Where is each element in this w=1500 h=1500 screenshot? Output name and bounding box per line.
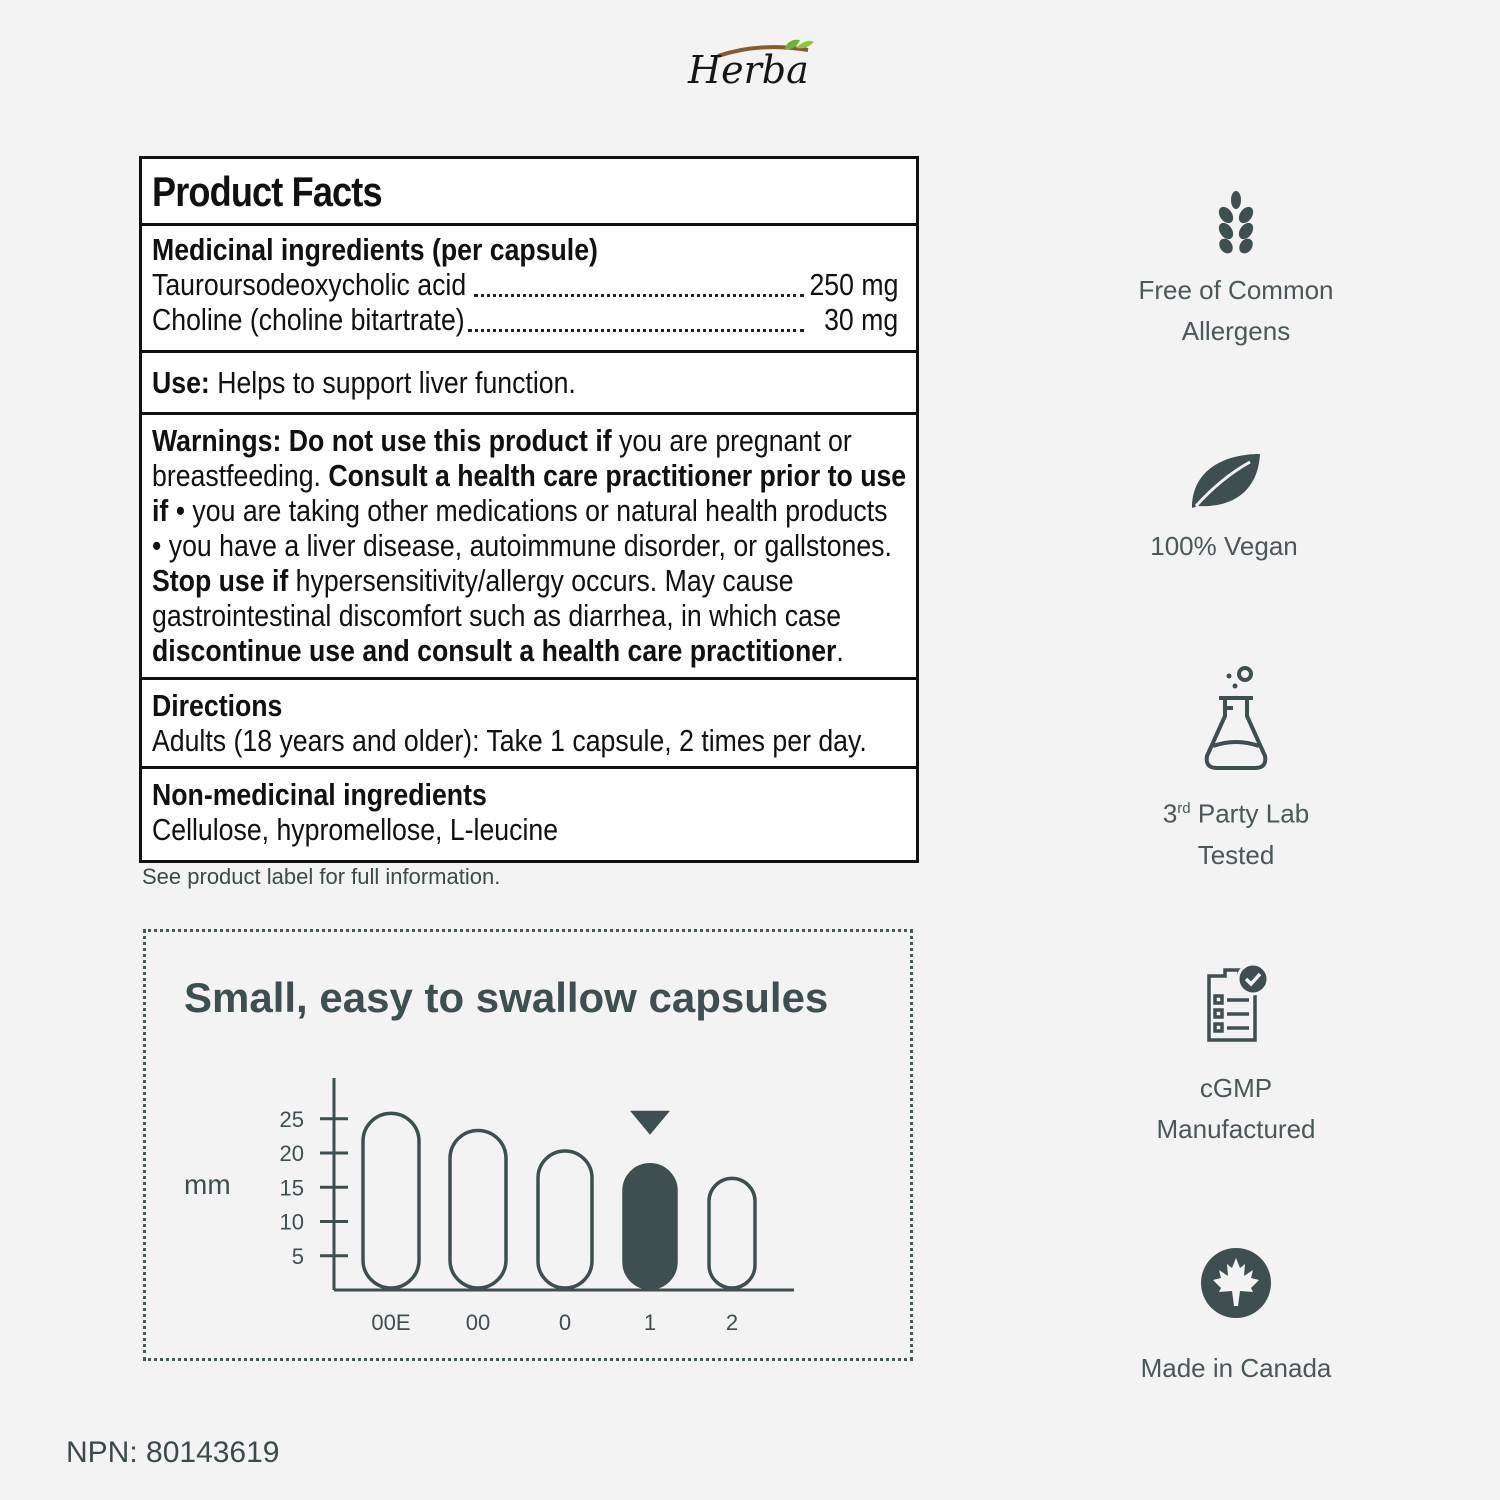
use-line	[152, 353, 800, 413]
feature-label: 3rd Party Lab	[1162, 798, 1310, 829]
feature-label: cGMP	[1199, 1073, 1273, 1103]
feature-cgmp	[1086, 962, 1386, 1150]
warnings-text: Warnings: Do not use this product if you are pregnant or breastfeeding. Consult a health care practitioner prior to use if • you are taking other medications or natural health products • you have a liver disease, autoimmune disorder, or gallstones. Stop use if hypersensitivity/allergy occurs. May cause gastrointestinal discomfort such as diarrhea, in which case discontinue use and consult a health care practitioner.	[152, 423, 907, 668]
label-note: See product label for full information.	[142, 864, 501, 889]
y-tick-label: 20	[279, 1141, 304, 1166]
directions-heading: Directions	[152, 688, 283, 723]
y-tick-label: 5	[291, 1243, 304, 1269]
directions-text: Adults (18 years and older): Take 1 capsule, 2 times per day.	[152, 723, 867, 758]
feature-label: Manufactured	[1156, 1114, 1316, 1144]
y-tick-label: 15	[279, 1175, 304, 1201]
capsule-title: Small, easy to swallow capsules	[184, 974, 829, 1021]
y-axis-label: mm	[184, 1169, 231, 1200]
feature-label: Made in Canada	[1140, 1353, 1332, 1383]
facts-title-section	[142, 159, 916, 226]
feature-made-in-canada	[1086, 1246, 1386, 1389]
product-facts-panel	[139, 156, 919, 863]
y-tick-label: 10	[279, 1209, 304, 1235]
checklist-icon	[1201, 962, 1271, 1046]
use-section	[142, 353, 916, 415]
warnings-section	[142, 415, 916, 680]
feature-label: Allergens	[1181, 316, 1291, 346]
brand-name: Herba	[688, 48, 809, 92]
x-tick-label: 0	[558, 1310, 572, 1335]
x-tick-label: 2	[725, 1310, 739, 1335]
leaf-icon	[1184, 450, 1264, 512]
capsule-bar	[363, 1113, 419, 1288]
facts-title: Product Facts	[152, 168, 382, 215]
brand-logo	[680, 36, 820, 96]
feature-allergen-free	[1086, 188, 1386, 352]
directions-section	[142, 680, 916, 769]
wheat-icon	[1206, 188, 1266, 258]
non-medicinal-section	[142, 769, 916, 860]
x-tick-label: 00	[465, 1310, 491, 1335]
ingredient-name: Tauroursodeoxycholic acid	[152, 267, 467, 302]
feature-lab-tested	[1086, 664, 1386, 876]
x-tick-label: 1	[643, 1310, 657, 1335]
capsule-bar	[709, 1178, 755, 1288]
feature-label: 100% Vegan	[1150, 531, 1298, 561]
maple-leaf-icon	[1199, 1246, 1273, 1320]
feature-label: Free of Common	[1138, 275, 1334, 305]
non-medicinal-heading: Non-medicinal ingredients	[152, 777, 487, 812]
use-label: Use:	[152, 365, 210, 400]
medicinal-heading: Medicinal ingredients (per capsule)	[152, 232, 598, 267]
leader-dots	[468, 329, 804, 332]
y-tick-label: 25	[279, 1106, 304, 1132]
capsule-bar	[450, 1130, 506, 1288]
feature-label: Tested	[1197, 839, 1275, 870]
ingredient-amount: 30 mg	[823, 302, 898, 337]
ingredient-amount: 250 mg	[809, 267, 898, 302]
ingredient-row	[152, 302, 906, 337]
ingredient-row	[152, 267, 906, 302]
non-medicinal-text: Cellulose, hypromellose, L-leucine	[152, 812, 559, 847]
medicinal-section	[142, 226, 916, 353]
capsule-size-panel	[143, 929, 913, 1361]
feature-vegan	[1074, 450, 1374, 567]
capsule-bar	[624, 1165, 676, 1288]
leader-dots	[474, 294, 804, 297]
use-text: Helps to support liver function.	[217, 365, 576, 400]
ingredient-name: Choline (choline bitartrate)	[152, 302, 465, 337]
npn-number: NPN: 80143619	[66, 1436, 280, 1469]
capsule-size-chart	[146, 932, 910, 1358]
selected-marker	[630, 1111, 670, 1135]
capsule-bar	[538, 1151, 592, 1288]
x-tick-label: 00E	[371, 1310, 411, 1335]
flask-icon	[1199, 664, 1273, 774]
